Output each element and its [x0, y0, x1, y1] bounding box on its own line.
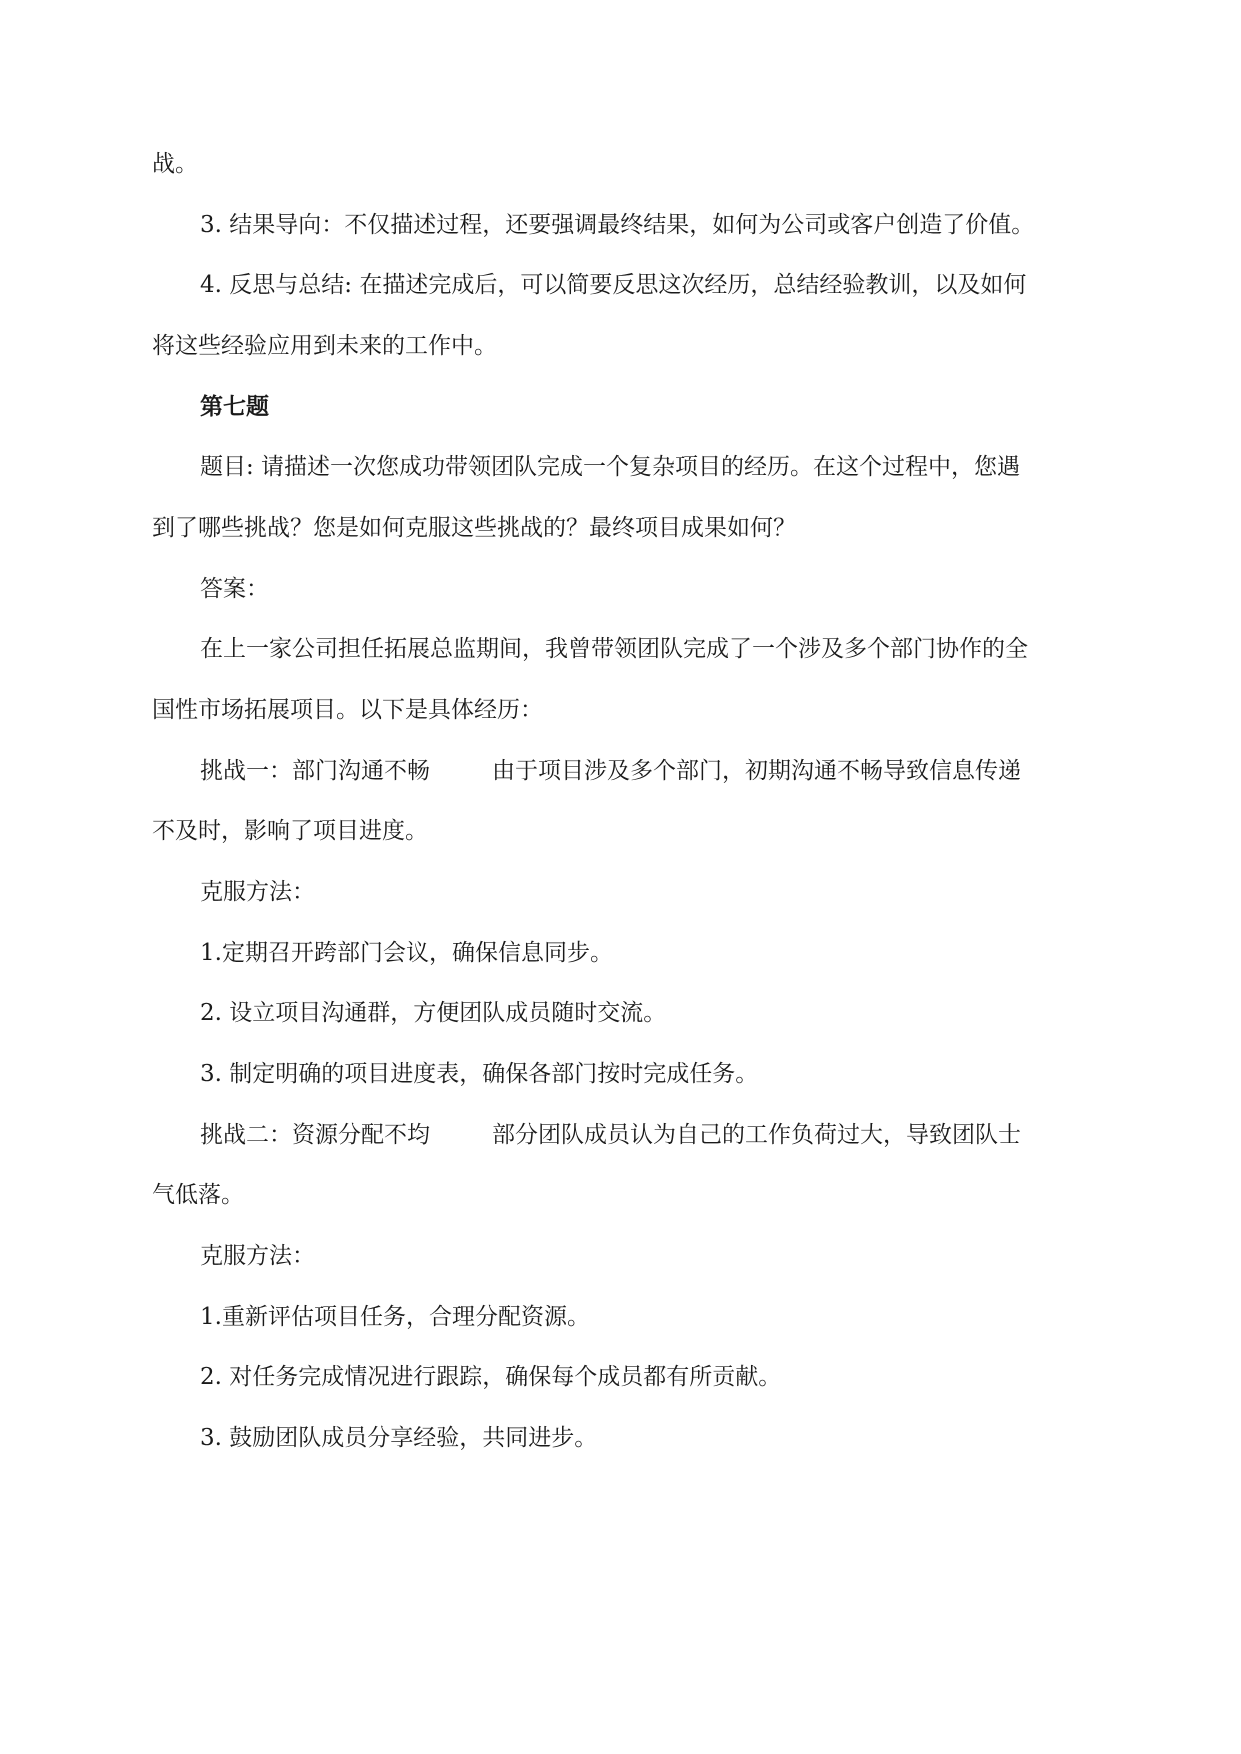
challenge-one-description: 由于项目涉及多个部门，初期沟通不畅导致信息传递 [492, 758, 1021, 784]
list-item-reflection: 4. 反思与总结: 在描述完成后，可以简要反思这次经历，总结经验教训，以及如何 [200, 272, 1027, 298]
challenge-one-continued: 不及时，影响了项目进度。 [152, 818, 428, 844]
solution-item: 1.重新评估项目任务，合理分配资源。 [200, 1304, 590, 1330]
challenge-one-line [200, 756, 1097, 786]
section-heading: 第七题 [200, 393, 269, 420]
challenge-two-description: 部分团队成员认为自己的工作负荷过大，导致团队士 [492, 1122, 1021, 1148]
paragraph-line: 战。 [152, 151, 198, 177]
answer-paragraph-continued: 国性市场拓展项目。以下是具体经历： [152, 697, 543, 723]
solution-label: 克服方法： [200, 1243, 315, 1269]
solution-item: 3. 制定明确的项目进度表，确保各部门按时完成任务。 [200, 1061, 759, 1087]
list-item-result-oriented: 3. 结果导向：不仅描述过程，还要强调最终结果，如何为公司或客户创造了价值。 [200, 212, 1035, 238]
challenge-one-title: 挑战一：部门沟通不畅 [200, 758, 430, 784]
challenge-two-line [200, 1120, 1097, 1150]
solution-item: 2. 设立项目沟通群，方便团队成员随时交流。 [200, 1000, 667, 1026]
question-text-continued: 到了哪些挑战？您是如何克服这些挑战的？最终项目成果如何？ [152, 515, 796, 541]
challenge-two-title: 挑战二：资源分配不均 [200, 1122, 430, 1148]
solution-item: 2. 对任务完成情况进行跟踪，确保每个成员都有所贡献。 [200, 1364, 782, 1390]
solution-label: 克服方法： [200, 879, 315, 905]
paragraph-line: 将这些经验应用到未来的工作中。 [152, 333, 497, 359]
answer-paragraph: 在上一家公司担任拓展总监期间，我曾带领团队完成了一个涉及多个部门协作的全 [200, 636, 1028, 662]
question-text: 题目: 请描述一次您成功带领团队完成一个复杂项目的经历。在这个过程中，您遇 [200, 454, 1021, 480]
solution-item: 3. 鼓励团队成员分享经验，共同进步。 [200, 1425, 598, 1451]
challenge-two-continued: 气低落。 [152, 1182, 244, 1208]
answer-label: 答案： [200, 576, 269, 602]
solution-item: 1.定期召开跨部门会议，确保信息同步。 [200, 940, 613, 966]
